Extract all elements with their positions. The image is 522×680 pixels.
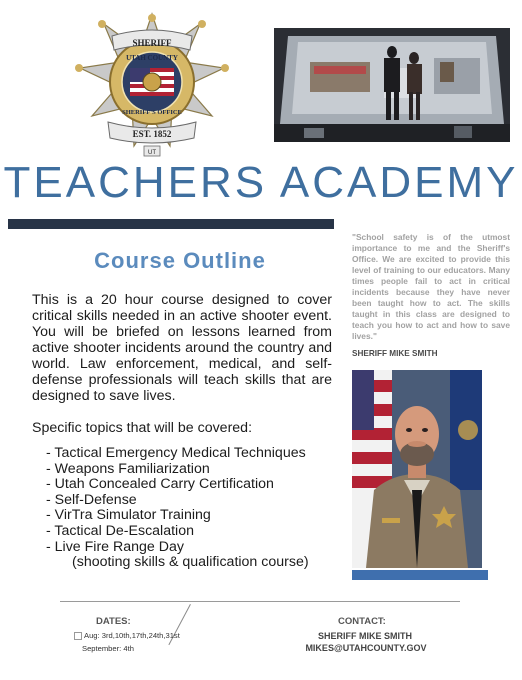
portrait-accent-bar: [352, 570, 488, 580]
course-description: This is a 20 hour course designed to cover critical skills needed in an active shooter event. You will be briefed on lessons learned from active shooter incidents around the country and world. Law enforcement, medical, and self-defense professionals will teach skills that are designed to save lives.: [32, 292, 332, 404]
badge-top-text: SHERIFF: [132, 38, 172, 48]
footer-divider: [60, 601, 460, 602]
dates-august-text: Aug: 3rd,10th,17th,24th,31st: [84, 631, 180, 640]
title-divider-bar: [8, 219, 334, 229]
dates-september: September: 4th: [82, 644, 134, 653]
badge-est-text: EST. 1852: [132, 129, 172, 139]
badge-state-text: UT: [148, 150, 156, 156]
course-outline-heading: Course Outline: [94, 248, 266, 273]
topics-list: [46, 446, 346, 571]
checkbox-glyph-icon: [74, 632, 82, 640]
sheriff-portrait-photo: [352, 370, 482, 568]
sheriff-name-caption: SHERIFF MIKE SMITH: [352, 349, 438, 358]
contact-label: CONTACT:: [338, 616, 386, 627]
simulator-training-photo: [274, 28, 510, 142]
topic-subnote: [46, 555, 346, 571]
topic-item: - VirTra Simulator Training: [46, 507, 211, 524]
contact-email[interactable]: MIKES@UTAHCOUNTY.GOV: [305, 643, 427, 653]
sheriff-badge-logo: [72, 10, 232, 160]
topic-item: - Weapons Familiarization: [46, 460, 210, 477]
topic-item: - Utah Concealed Carry Certification: [46, 476, 274, 493]
topic-item: - Tactical De-Escalation: [46, 522, 194, 539]
badge-office-text: SHERIFF'S OFFICE: [122, 109, 182, 116]
topics-heading: Specific topics that will be covered:: [32, 420, 253, 436]
contact-name: SHERIFF MIKE SMITH: [318, 631, 412, 641]
topic-item: - Self-Defense: [46, 491, 137, 508]
dates-label: DATES:: [96, 616, 131, 627]
dates-august: [74, 631, 180, 640]
topic-subnote-text: (shooting skills & qualification course): [72, 554, 309, 571]
page-title: TEACHERS ACADEMY: [3, 158, 519, 207]
topic-item: - Live Fire Range Day: [46, 538, 184, 555]
topic-item: - Tactical Emergency Medical Techniques: [46, 445, 306, 461]
badge-county-text: UTAH COUNTY: [126, 54, 178, 62]
sheriff-quote: "School safety is of the utmost importance to me and the Sheriff's Office. We are excited to provide this level of training to our educators. Many times people fail to act in critical incidents because they have never been taught how to act. The skills taught in this class are designed to teach you how to act and how to save lives.": [352, 232, 510, 341]
